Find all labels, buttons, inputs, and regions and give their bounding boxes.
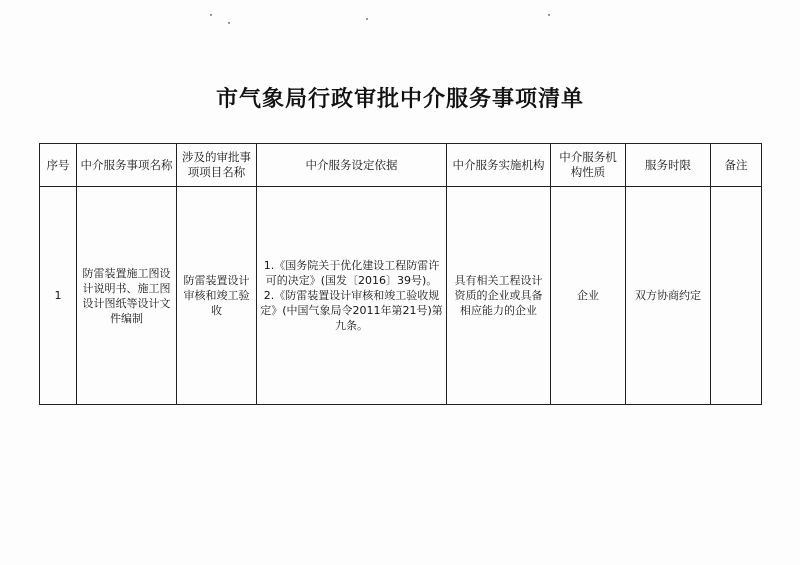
cell-index: 1 [40,187,77,405]
basis-line-2: 2.《防雷装置设计审核和竣工验收规定》(中国气象局令2011年第21号)第九条。 [260,289,443,332]
basis-line-1: 1.《国务院关于优化建设工程防雷许可的决定》(国发〔2016〕39号)。 [263,259,440,287]
page-title: 市气象局行政审批中介服务事项清单 [215,86,584,112]
table-header-row [40,144,762,187]
cell-agency: 具有相关工程设计资质的企业或具备相应能力的企业 [447,187,551,405]
table-row [40,187,762,405]
header-agency: 中介服务实施机构 [447,144,551,187]
header-time-limit: 服务时限 [626,144,711,187]
header-basis: 中介服务设定依据 [257,144,447,187]
cell-time-limit: 双方协商约定 [626,187,711,405]
scan-speck [366,18,368,20]
cell-basis [257,187,447,405]
scan-speck [210,14,212,16]
header-service-name: 中介服务事项名称 [77,144,177,187]
header-agency-nature: 中介服务机构性质 [551,144,626,187]
cell-service-name: 防雷装置施工图设计说明书、施工图设计图纸等设计文件编制 [77,187,177,405]
header-approval-item: 涉及的审批事项项目名称 [177,144,257,187]
service-table [39,143,762,405]
scan-speck [228,22,230,24]
header-remarks: 备注 [711,144,762,187]
cell-agency-nature: 企业 [551,187,626,405]
header-index: 序号 [40,144,77,187]
scan-speck [548,14,550,16]
cell-approval-item: 防雷装置设计审核和竣工验收 [177,187,257,405]
cell-remarks [711,187,762,405]
